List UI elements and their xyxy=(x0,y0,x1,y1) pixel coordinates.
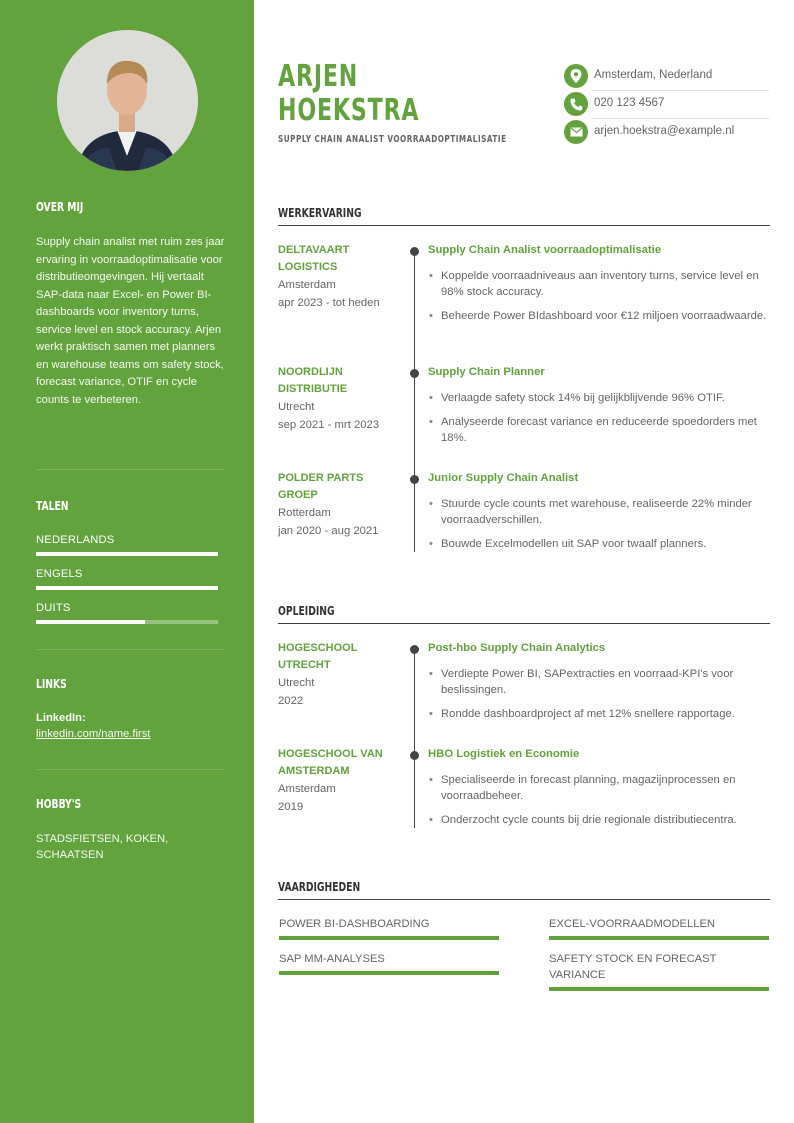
skills-heading-label: VAARDIGHEDEN xyxy=(278,879,361,894)
hobbies-heading: HOBBY'S xyxy=(36,796,82,811)
language-item xyxy=(36,533,218,556)
language-level-fill xyxy=(36,620,145,624)
list-item: • Stuurde cycle counts met warehouse, realiseerde 22% minder voorraadverschillen. xyxy=(428,496,770,528)
timeline-dot xyxy=(410,247,419,256)
employment-period: apr 2023 - tot heden xyxy=(278,297,380,309)
achievement-list xyxy=(428,390,770,454)
profile-photo xyxy=(57,30,198,171)
heading-rule xyxy=(278,623,770,624)
achievement-list xyxy=(428,268,770,332)
language-level-track xyxy=(36,620,218,624)
list-item: • Rondde dashboardproject af met 12% snellere rapportage. xyxy=(428,706,770,722)
degree-name: HBO Logistiek en Economie xyxy=(428,748,580,760)
education-heading xyxy=(278,603,770,618)
timeline-dot xyxy=(410,751,419,760)
achievement-list xyxy=(428,496,770,560)
languages-heading: TALEN xyxy=(36,498,69,513)
location-pin-icon xyxy=(564,64,588,88)
list-item: • Bouwde Excelmodellen uit SAP voor twaalf planners. xyxy=(428,536,770,552)
language-level-track xyxy=(36,552,218,556)
list-item: • Onderzocht cycle counts bij drie regionale distributiecentra. xyxy=(428,812,770,828)
employer-name: POLDER PARTS GROEP xyxy=(278,472,364,501)
language-item xyxy=(36,601,218,624)
first-name: ARJEN xyxy=(278,59,359,94)
experience-heading xyxy=(278,205,770,220)
skill-label: SAP MM-ANALYSES xyxy=(279,953,385,965)
linkedin-link[interactable]: linkedin.com/name.first xyxy=(36,728,151,740)
language-item xyxy=(36,567,218,590)
links-heading: LINKS xyxy=(36,676,67,691)
timeline-dot xyxy=(410,645,419,654)
skill-item xyxy=(549,916,769,940)
skill-item xyxy=(549,951,769,991)
heading-rule xyxy=(278,899,770,900)
education-heading-label: OPLEIDING xyxy=(278,603,335,618)
degree-name: Post-hbo Supply Chain Analytics xyxy=(428,642,606,654)
employer-name: NOORDLIJN DISTRIBUTIE xyxy=(278,366,348,395)
phone-icon xyxy=(564,92,588,116)
last-name: HOEKSTRA xyxy=(278,93,420,128)
skill-label: POWER BI-DASHBOARDING xyxy=(279,918,430,930)
employment-period: jan 2020 - aug 2021 xyxy=(278,525,379,537)
school-city: Utrecht xyxy=(278,677,315,689)
achievement-list xyxy=(428,666,770,730)
sidebar xyxy=(0,0,254,1123)
timeline-line xyxy=(414,648,415,828)
skill-bar xyxy=(549,987,769,991)
employer-name: DELTAVAART LOGISTICS xyxy=(278,244,350,273)
language-label: NEDERLANDS xyxy=(36,534,115,546)
language-label: DUITS xyxy=(36,602,71,614)
skill-label: SAFETY STOCK EN FORECAST VARIANCE xyxy=(549,953,717,981)
divider xyxy=(36,769,224,770)
contact-phone xyxy=(564,90,769,118)
location-text: Amsterdam, Nederland xyxy=(594,69,713,81)
link-label: LinkedIn: xyxy=(36,712,86,724)
employer-city: Rotterdam xyxy=(278,507,331,519)
study-period: 2022 xyxy=(278,695,304,707)
email-text[interactable]: arjen.hoekstra@example.nl xyxy=(594,125,735,137)
language-level-track xyxy=(36,586,218,590)
full-name xyxy=(278,60,419,128)
school-name: HOGESCHOOL UTRECHT xyxy=(278,642,358,671)
list-item: • Koppelde voorraadniveaus aan inventory turns, service level en 98% stock accuracy. xyxy=(428,268,770,300)
divider xyxy=(36,649,224,650)
skill-bar xyxy=(279,971,499,975)
job-role: Junior Supply Chain Analist xyxy=(428,472,579,484)
contact-location xyxy=(564,62,769,90)
list-item: • Specialiseerde in forecast planning, magazijnprocessen en voorraadbeheer. xyxy=(428,772,770,804)
heading-rule xyxy=(278,225,770,226)
employer-city: Utrecht xyxy=(278,401,315,413)
skill-item xyxy=(279,951,499,975)
timeline-line xyxy=(414,250,415,552)
list-item: • Analyseerde forecast variance en reduceerde spoedorders met 18%. xyxy=(428,414,770,446)
language-label: ENGELS xyxy=(36,568,83,580)
skill-label: EXCEL-VOORRAADMODELLEN xyxy=(549,918,715,930)
study-period: 2019 xyxy=(278,801,304,813)
divider xyxy=(36,469,224,470)
language-level-fill xyxy=(36,586,218,590)
achievement-list xyxy=(428,772,770,836)
language-level-fill xyxy=(36,552,218,556)
school-name: HOGESCHOOL VAN AMSTERDAM xyxy=(278,748,383,777)
timeline-dot xyxy=(410,475,419,484)
employer-city: Amsterdam xyxy=(278,279,336,291)
about-text: Supply chain analist met ruim zes jaar ervaring in voorraadoptimalisatie voor distributieomgevingen. Hij vertaalt SAP-data naar Excel- en Power BI-dashboards voor inventory turns, service level en stock accuracy. Arjen werkt praktisch samen met planners en warehouse teams om safety stock, forecast variance, OTIF en cycle counts te verbeteren. xyxy=(36,236,225,406)
list-item: • Verlaagde safety stock 14% bij gelijkblijvende 96% OTIF. xyxy=(428,390,770,406)
list-item: • Beheerde Power BIdashboard voor €12 miljoen voorraadwaarde. xyxy=(428,308,770,324)
job-title: SUPPLY CHAIN ANALIST VOORRAADOPTIMALISATIE xyxy=(278,134,507,145)
hobbies-text: STADSFIETSEN, KOKEN, SCHAATSEN xyxy=(36,833,169,861)
skill-bar xyxy=(549,936,769,940)
about-heading: OVER MIJ xyxy=(36,199,84,214)
person-portrait-icon xyxy=(57,30,198,171)
skill-item xyxy=(279,916,499,940)
list-item: • Verdiepte Power BI, SAPextracties en voorraad-KPI's voor beslissingen. xyxy=(428,666,770,698)
skills-heading xyxy=(278,879,770,894)
timeline-dot xyxy=(410,369,419,378)
contact-email[interactable] xyxy=(564,118,769,146)
employment-period: sep 2021 - mrt 2023 xyxy=(278,419,380,431)
job-role: Supply Chain Planner xyxy=(428,366,545,378)
envelope-icon xyxy=(564,120,588,144)
phone-text: 020 123 4567 xyxy=(594,97,665,109)
skill-bar xyxy=(279,936,499,940)
job-role: Supply Chain Analist voorraadoptimalisatie xyxy=(428,244,662,256)
experience-heading-label: WERKERVARING xyxy=(278,205,362,220)
school-city: Amsterdam xyxy=(278,783,336,795)
